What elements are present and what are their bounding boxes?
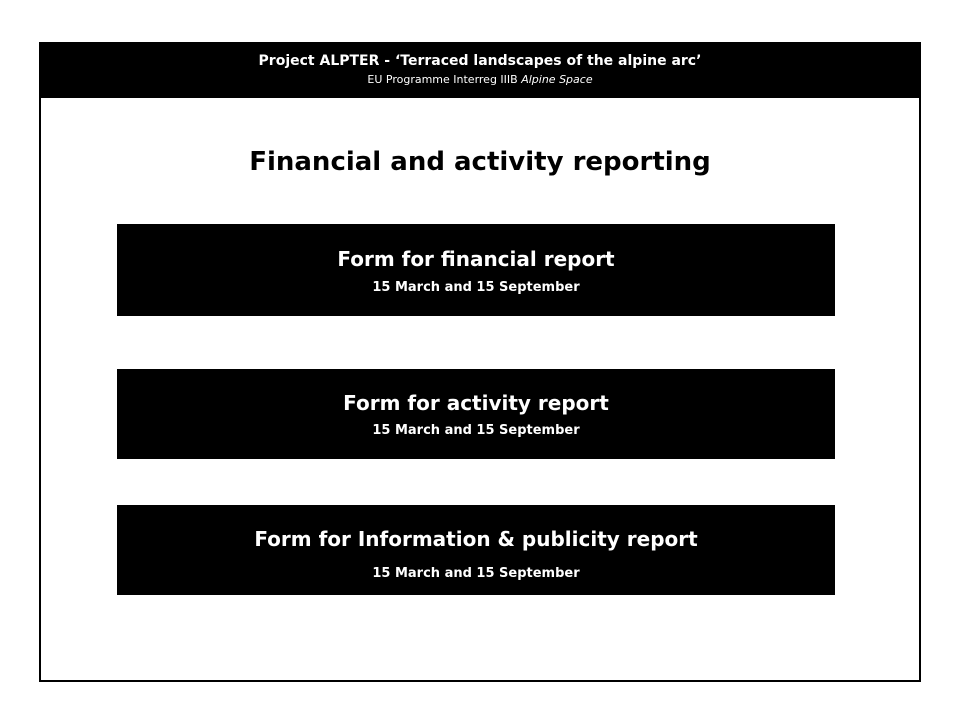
publicity-report-title: Form for Information & publicity report bbox=[254, 527, 698, 551]
activity-report-title: Form for activity report bbox=[343, 391, 609, 415]
slide-frame bbox=[39, 42, 921, 682]
programme-name: EU Programme Interreg IIIB bbox=[367, 73, 522, 86]
activity-report-dates: 15 March and 15 September bbox=[372, 423, 580, 438]
publicity-report-dates: 15 March and 15 September bbox=[372, 566, 580, 581]
programme-subtitle bbox=[41, 73, 919, 87]
project-title: Project ALPTER - ‘Terraced landscapes of the alpine arc’ bbox=[258, 53, 702, 69]
financial-report-title: Form for financial report bbox=[337, 247, 615, 271]
page-title: Financial and activity reporting bbox=[249, 147, 711, 177]
financial-report-form-link[interactable] bbox=[117, 224, 835, 316]
activity-report-form-link[interactable] bbox=[117, 369, 835, 459]
financial-report-dates: 15 March and 15 September bbox=[372, 280, 580, 295]
header-bar bbox=[41, 44, 919, 98]
programme-area: Alpine Space bbox=[521, 73, 593, 86]
publicity-report-form-link[interactable] bbox=[117, 505, 835, 595]
